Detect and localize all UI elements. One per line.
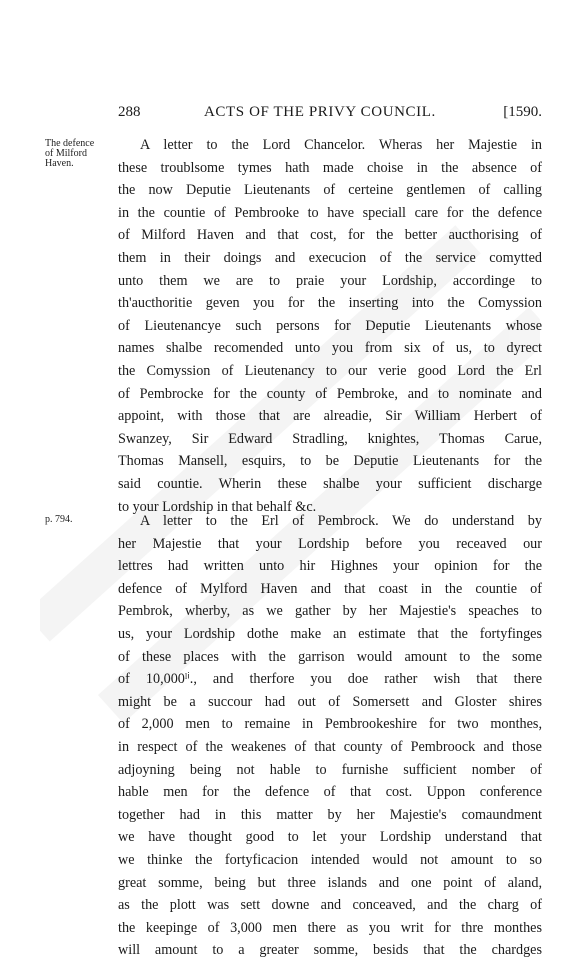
text-line: the now Deputie Lieutenants of certeine gentlemen of calling xyxy=(118,182,542,199)
margin-note-line: p. 794. xyxy=(45,514,73,525)
paragraph-letter-erl-pembrock xyxy=(118,510,542,962)
text-line: of Milford Haven and that cost, for the better aucthorising of xyxy=(118,227,542,244)
margin-note-line: Haven. xyxy=(45,158,74,169)
margin-note-line: The defence xyxy=(45,138,95,149)
year-marker: [1590. xyxy=(503,104,542,120)
text-line: in the countie of Pembrooke to have speciall care for the defence xyxy=(118,204,542,221)
text-line: of Pembrocke for the county of Pembroke, and to nominate and xyxy=(118,385,542,402)
text-line: Thomas Mansell, esquirs, to be Deputie Lieutenants for the xyxy=(118,453,542,470)
text-line: Pembrok, wherby, as we gather by her Majestie's speaches to xyxy=(118,603,542,620)
text-line: we thinke the fortyficacion intended would not amount to so xyxy=(118,851,542,868)
text-line: of these places with the garrison would amount to the some xyxy=(118,648,542,665)
page-number: 288 xyxy=(118,104,141,120)
text-line: these troublsome tymes hath made choise in the absence of xyxy=(118,159,542,176)
text-line: of Lieutenancye such persons for Deputie Lieutenants whose xyxy=(118,317,542,334)
text-line: names shalbe recomended unto you from six of us, to dyrect xyxy=(118,340,542,357)
text-line: the keepinge of 3,000 men there as you writ for thre monthes xyxy=(118,919,542,936)
text-line: as the plott was sett downe and conceaved, and the charg of xyxy=(118,897,542,914)
text-line: to your Lordship in that behalf &c. xyxy=(118,498,317,515)
text-line: appoint, with those that are alreadie, Sir William Herbert of xyxy=(118,408,542,425)
text-line: th'aucthoritie geven you for the inserting into the Comyssion xyxy=(118,295,542,312)
margin-note-defence xyxy=(45,139,94,169)
text-line: them in their doings and execucion of the service comytted xyxy=(118,249,542,266)
text-line: us, your Lordship dothe make an estimate that the fortyfinges xyxy=(118,625,542,642)
text-line: together had in this matter by her Majestie's comaundment xyxy=(118,806,542,823)
text-line: defence of Mylford Haven and that coast in the countie of xyxy=(118,580,542,597)
text-line: of 10,000ˡⁱ., and therfore you doe rather wish that there xyxy=(118,671,542,688)
text-line: Swanzey, Sir Edward Stradling, knightes, Thomas Carue, xyxy=(118,430,542,447)
text-line: lettres had written unto hir Highnes your opinion for the xyxy=(118,558,542,575)
text-line: adjoyning being not hable to furnishe sufficient nomber of xyxy=(118,761,542,778)
text-line: we have thought good to let your Lordship understand that xyxy=(118,829,542,846)
text-line: of 2,000 men to remaine in Pembrookeshire for two monthes, xyxy=(118,716,542,733)
text-line: her Majestie that your Lordship before you receaved our xyxy=(118,535,542,552)
text-line: will amount to a greater somme, besids that the chardges xyxy=(118,942,542,959)
running-title: ACTS OF THE PRIVY COUNCIL. xyxy=(204,104,436,120)
text-line: said countie. Wherin these shalbe your sufficient discharge xyxy=(118,475,542,492)
text-line: A letter to the Lord Chancelor. Wheras her Majestie in xyxy=(140,137,542,153)
text-line: the Comyssion of Lieutenancy to our verie good Lord the Erl xyxy=(118,362,542,379)
text-line: A letter to the Erl of Pembrock. We do understand by xyxy=(140,513,542,529)
text-line: hable men for the defence of that cost. Uppon conference xyxy=(118,784,542,801)
margin-note-page-ref xyxy=(45,515,73,525)
text-line: might be a succour had out of Somersett and Gloster shires xyxy=(118,693,542,710)
paragraph-letter-lord-chancelor xyxy=(118,134,542,518)
margin-note-line: of Milford xyxy=(45,148,87,159)
text-line: in respect of the weakenes of that county of Pembroock and those xyxy=(118,738,542,755)
text-line: unto them we are to praie your Lordship, accordinge to xyxy=(118,272,542,289)
text-line: great somme, being but three islands and one point of aland, xyxy=(118,874,542,891)
page-header xyxy=(118,104,542,124)
